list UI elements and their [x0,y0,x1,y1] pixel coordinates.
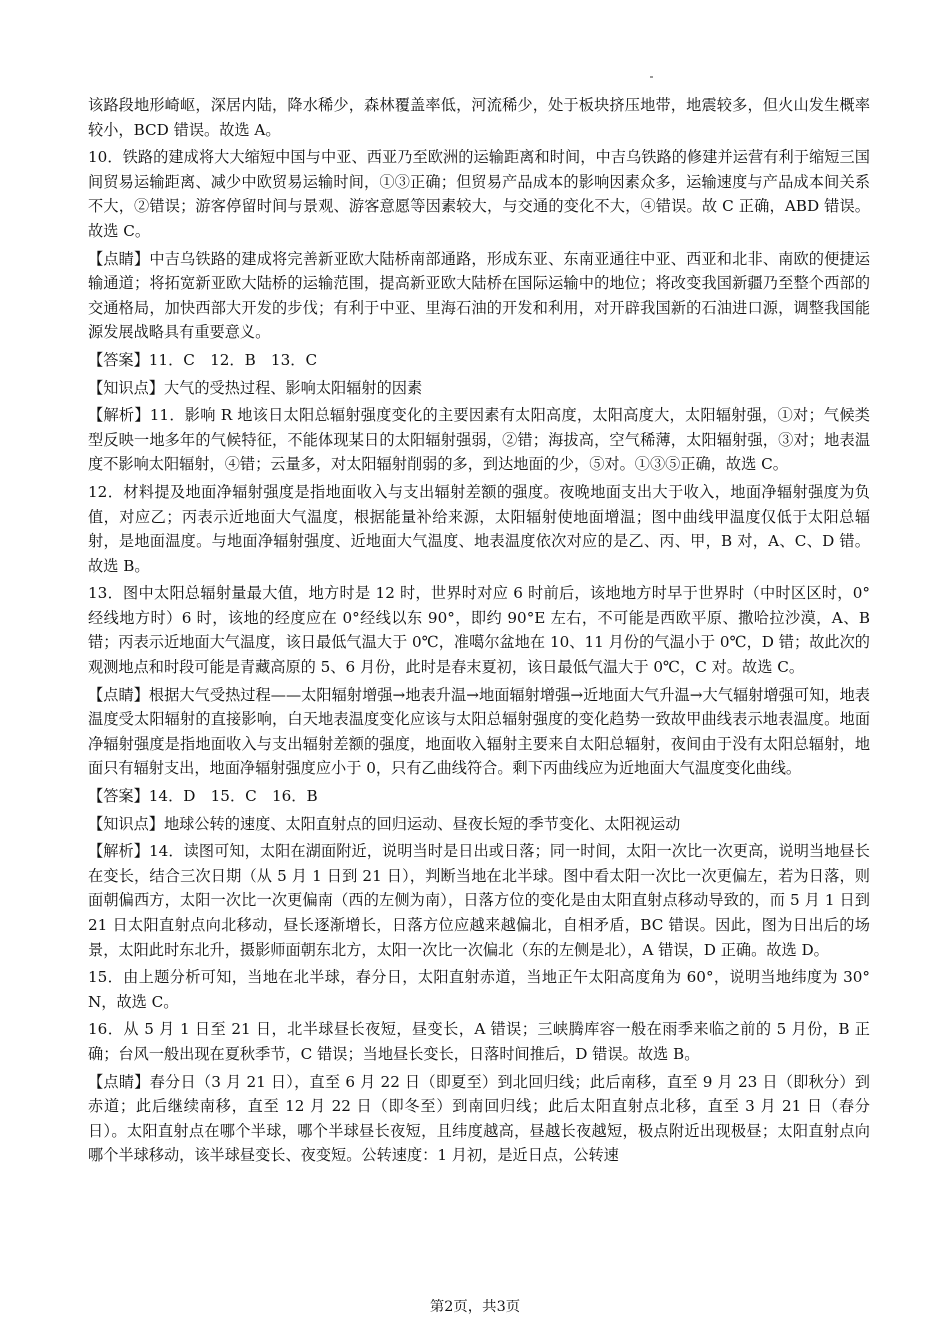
paragraph: 10．铁路的建成将大大缩短中国与中亚、西亚乃至欧洲的运输距离和时间，中吉乌铁路的修建并运营有利于缩短三国间贸易运输距离、减少中欧贸易运输时间，①③正确；但贸易产品成本的影响因素众多，运输速度与产品成本间关系不大，②错误；游客停留时间与景观、游客意愿等因素较大，与交通的变化不大，④错误。故 C 正确，ABD 错误。故选 C。 [88,148,870,240]
paragraph: 【点睛】根据大气受热过程——太阳辐射增强→地表升温→地面辐射增强→近地面大气升温→大气辐射增强可知，地表温度受太阳辐射的直接影响，白天地表温度变化应该与太阳总辐射强度的变化趋势一致故甲曲线表示地表温度。地面净辐射强度是指地面收入与支出辐射差额的强度，地面收入辐射主要来自太阳总辐射，夜间由于没有太阳总辐射，地面只有辐射支出，地面净辐射强度应小于 0，只有乙曲线符合。剩下丙曲线应为近地面大气温度变化曲线。 [88,685,870,778]
paragraph: 【点睛】中吉乌铁路的建成将完善新亚欧大陆桥南部通路，形成东亚、东南亚通往中亚、西亚和北非、南欧的便捷运输通道；将拓宽新亚欧大陆桥的运输范围，提高新亚欧大陆桥在国际运输中的地位；将改变我国新疆乃至整个西部的交通格局，加快西部大开发的步伐；有利于中亚、里海石油的开发和利用，对开辟我国新的石油进口源，调整我国能源发展战略具有重要意义。 [88,249,870,342]
paragraph: 【答案】11．C 12．B 13．C [88,350,318,369]
paragraph: 【答案】14．D 15．C 16．B [88,787,318,806]
paragraph: 16．从 5 月 1 日至 21 日，北半球昼长夜短，昼变长，A 错误；三峡腾库容一般在雨季来临之前的 5 月份，B 正确；台风一般出现在夏秋季节，C 错误；当地昼长变长，日落时间推后，D 错误。故选 B。 [88,1020,870,1063]
paragraph: 13．图中太阳总辐射量最大值，地方时是 12 时，世界时对应 6 时前后，该地地方时早于世界时（中时区区时，0°经线地方时）6 时，该地的经度应在 0°经线以东 90°，即约 90°E 左右，不可能是西欧平原、撒哈拉沙漠，A、B 错；丙表示近地面大气温度，该日最低气温大于 0℃，准噶尔盆地在 10、11 月份的气温小于 0℃，D 错；故此次的观测地点和时段可能是青藏高原的 5、6 月份，此时是春末夏初，该日最低气温大于 0℃，C 对。故选 C。 [88,584,870,677]
page-footer: 第2页，共3页 [429,1299,521,1315]
paragraph: 【知识点】地球公转的速度、太阳直射点的回归运动、昼夜长短的季节变化、太阳视运动 [88,814,681,833]
paragraph: 12．材料提及地面净辐射强度是指地面收入与支出辐射差额的强度。夜晚地面支出大于收入，地面净辐射强度为负值，对应乙；丙表示近地面大气温度，根据能量补给来源，太阳辐射使地面增温；图中曲线甲温度仅低于太阳总辐射，是地面温度。与地面净辐射强度、近地面大气温度、地表温度依次对应的是乙、丙、甲，B 对，A、C、D 错。故选 B。 [88,482,870,575]
paragraph: 【知识点】大气的受热过程、影响太阳辐射的因素 [88,378,423,397]
page-content [88,93,870,1171]
paragraph: 【解析】14．读图可知，太阳在湖面附近，说明当时是日出或日落；同一时间，太阳一次比一次更高，说明当地昼长在变长，结合三次日期（从 5 月 1 日到 21 日），判断当地在北半球。图中看太阳一次比一次更偏左，若为日落，则面朝偏西方，太阳一次比一次更偏南（西的左侧为南），日落方位的变化是由太阳直射点移动导致的，而 5 月 1 日到 21 日太阳直射点向北移动，昼长逐渐增长，日落方位应越来越偏北，自相矛盾，BC 错误。因此，图为日出后的场景，太阳此时东北升，摄影师面朝东北方，太阳一次比一次偏北（东的左侧是北），A 错误，D 正确。故选 D。 [88,842,870,959]
header-mark [650,76,653,78]
paragraph: 【点睛】春分日（3 月 21 日），直至 6 月 22 日（即夏至）到北回归线；此后南移，直至 9 月 23 日（即秋分）到赤道；此后继续南移，直至 12 月 22 日（即冬至）到南回归线；此后太阳直射点北移，直至 3 月 21 日（春分日）。太阳直射点在哪个半球，哪个半球昼长夜短，且纬度越高，昼越长夜越短，极点附近出现极昼；太阳直射点向哪个半球移动，该半球昼变长、夜变短。公转速度：1 月初，是近日点，公转速 [88,1072,870,1165]
paragraph: 【解析】11．影响 R 地该日太阳总辐射强度变化的主要因素有太阳高度，太阳高度大，太阳辐射强，①对；气候类型反映一地多年的气候特征，不能体现某日的太阳辐射强弱，②错；海拔高，空气稀薄，太阳辐射强，③对；地表温度不影响太阳辐射，④错；云量多，对太阳辐射削弱的多，到达地面的少，⑤对。①③⑤正确，故选 C。 [88,406,870,474]
paragraph: 该路段地形崎岖，深居内陆，降水稀少，森林覆盖率低，河流稀少，处于板块挤压地带，地震较多，但火山发生概率较小，BCD 错误。故选 A。 [88,96,870,139]
paragraph: 15．由上题分析可知，当地在北半球，春分日，太阳直射赤道，当地正午太阳高度角为 60°，说明当地纬度为 30°N，故选 C。 [88,968,870,1011]
